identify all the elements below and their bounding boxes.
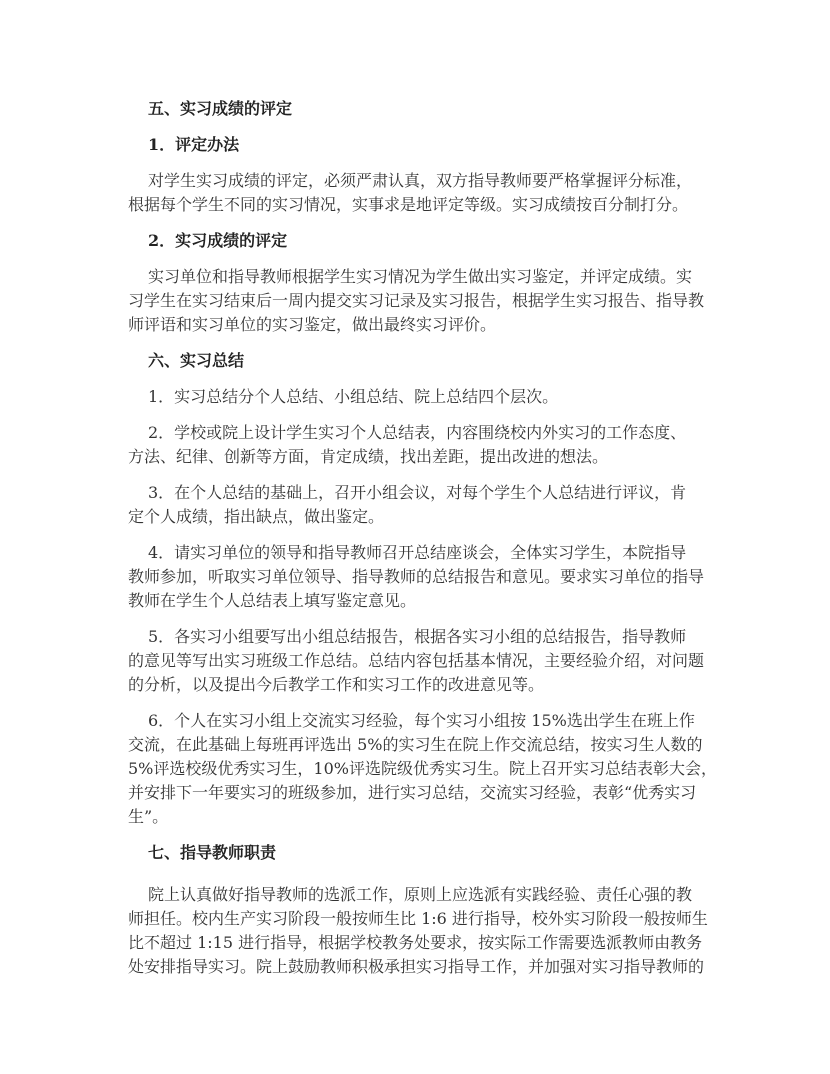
paragraph-line: 5．各实习小组要写出小组总结报告，根据各实习小组的总结报告，指导教师: [148, 627, 687, 646]
paragraph-line: 并安排下一年要实习的班级参加，进行实习总结，交流实习经验，表彰“优秀实习: [128, 783, 697, 802]
paragraph-line: 对学生实习成绩的评定，必须严肃认真，双方指导教师要严格掌握评分标准，: [148, 171, 693, 190]
paragraph-line: 教师参加，听取实习单位领导、指导教师的总结报告和意见。要求实习单位的指导: [128, 567, 705, 586]
paragraph-line: 4．请实习单位的领导和指导教师召开总结座谈会，全体实习学生，本院指导: [148, 543, 687, 562]
paragraph-line: 6．个人在实习小组上交流实习经验，每个实习小组按 15%选出学生在班上作: [148, 711, 695, 730]
paragraph: [128, 709, 717, 829]
paragraph: [128, 265, 708, 337]
paragraph-line: 2．学校或院上设计学生实习个人总结表，内容围绕校内外实习的工作态度、: [148, 423, 687, 442]
paragraph: [128, 625, 708, 697]
paragraph-line: 5%评选校级优秀实习生，10%评选院级优秀实习生。院上召开实习总结表彰大会，: [128, 759, 717, 778]
paragraph: [128, 541, 708, 613]
section-heading: 五、实习成绩的评定: [148, 99, 293, 118]
paragraph: [128, 883, 708, 979]
section-heading: 七、指导教师职责: [148, 843, 277, 862]
paragraph-line: 处安排指导实习。院上鼓励教师积极承担实习指导工作，并加强对实习指导教师的: [128, 957, 705, 976]
paragraph-line: 教师在学生个人总结表上填写鉴定意见。: [128, 591, 417, 610]
section-heading: 2．实习成绩的评定: [148, 231, 288, 250]
paragraph-line: 师担任。校内生产实习阶段一般按师生比 1:6 进行指导，校外实习阶段一般按师生: [128, 909, 708, 928]
document-page: [128, 97, 717, 991]
section-heading: 1．评定办法: [148, 135, 240, 154]
paragraph-line: 1．实习总结分个人总结、小组总结、院上总结四个层次。: [148, 387, 559, 406]
paragraph-line: 的意见等写出实习班级工作总结。总结内容包括基本情况，主要经验介绍，对问题: [128, 651, 705, 670]
paragraph-line: 院上认真做好指导教师的选派工作，原则上应选派有实践经验、责任心强的教: [148, 885, 693, 904]
paragraph-line: 师评语和实习单位的实习鉴定，做出最终实习评价。: [128, 315, 497, 334]
paragraph-line: 3．在个人总结的基础上，召开小组会议，对每个学生个人总结进行评议，肯: [148, 483, 687, 502]
paragraph-line: 方法、纪律、创新等方面，肯定成绩，找出差距，提出改进的想法。: [128, 447, 609, 466]
paragraph-line: 实习单位和指导教师根据学生实习情况为学生做出实习鉴定，并评定成绩。实: [148, 267, 693, 286]
paragraph-line: 的分析，以及提出今后教学工作和实习工作的改进意见等。: [128, 675, 545, 694]
paragraph: [128, 169, 708, 217]
paragraph-line: 根据每个学生不同的实习情况，实事求是地评定等级。实习成绩按百分制打分。: [128, 195, 689, 214]
paragraph: [128, 481, 708, 529]
paragraph-line: 比不超过 1:15 进行指导，根据学校教务处要求，按实际工作需要选派教师由教务: [128, 933, 703, 952]
paragraph: [128, 385, 708, 409]
paragraph: [128, 421, 708, 469]
section-heading: 六、实习总结: [148, 351, 245, 370]
paragraph-line: 生”。: [128, 807, 169, 826]
paragraph-line: 定个人成绩，指出缺点，做出鉴定。: [128, 507, 385, 526]
paragraph-line: 交流，在此基础上每班再评选出 5%的实习生在院上作交流总结，按实习生人数的: [128, 735, 703, 754]
paragraph-line: 习学生在实习结束后一周内提交实习记录及实习报告，根据学生实习报告、指导教: [128, 291, 705, 310]
